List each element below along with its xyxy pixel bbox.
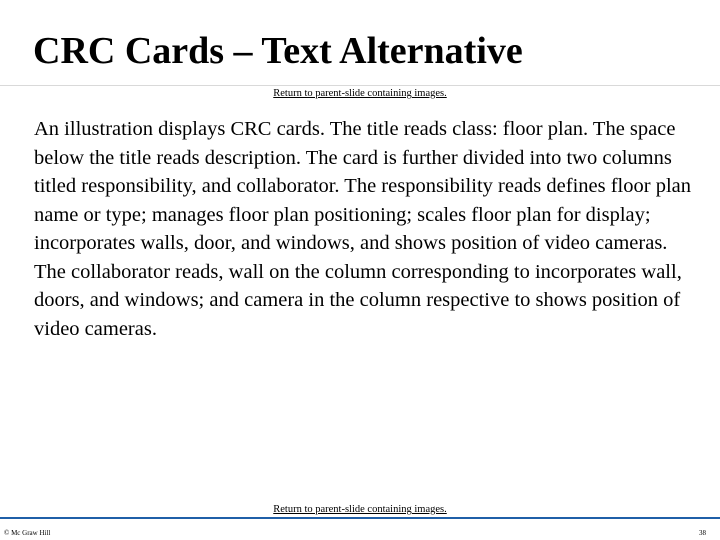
return-link-top[interactable]: Return to parent-slide containing images. — [273, 88, 447, 99]
footer-accent-bar — [0, 517, 720, 519]
slide-title: CRC Cards – Text Alternative — [33, 30, 523, 72]
text-alternative-body: An illustration displays CRC cards. The title reads class: floor plan. The space below the title reads description. The card is further divided into two columns titled responsibility, and collaborator. The responsibility reads defines floor plan name or type; manages floor plan positioning; scales floor plan for display; incorporates walls, door, and windows, and shows position of video cameras. The collaborator reads, wall on the column corresponding to incorporates wall, doors, and windows; and camera in the column respective to shows position of video cameras. — [34, 118, 691, 340]
title-divider — [0, 85, 720, 86]
return-link-bottom[interactable]: Return to parent-slide containing images. — [273, 504, 447, 515]
return-link-bottom-container — [0, 503, 720, 516]
page-number: 38 — [699, 529, 706, 537]
return-link-top-container — [0, 87, 720, 100]
copyright-notice: © Mc Graw Hill — [4, 529, 51, 537]
